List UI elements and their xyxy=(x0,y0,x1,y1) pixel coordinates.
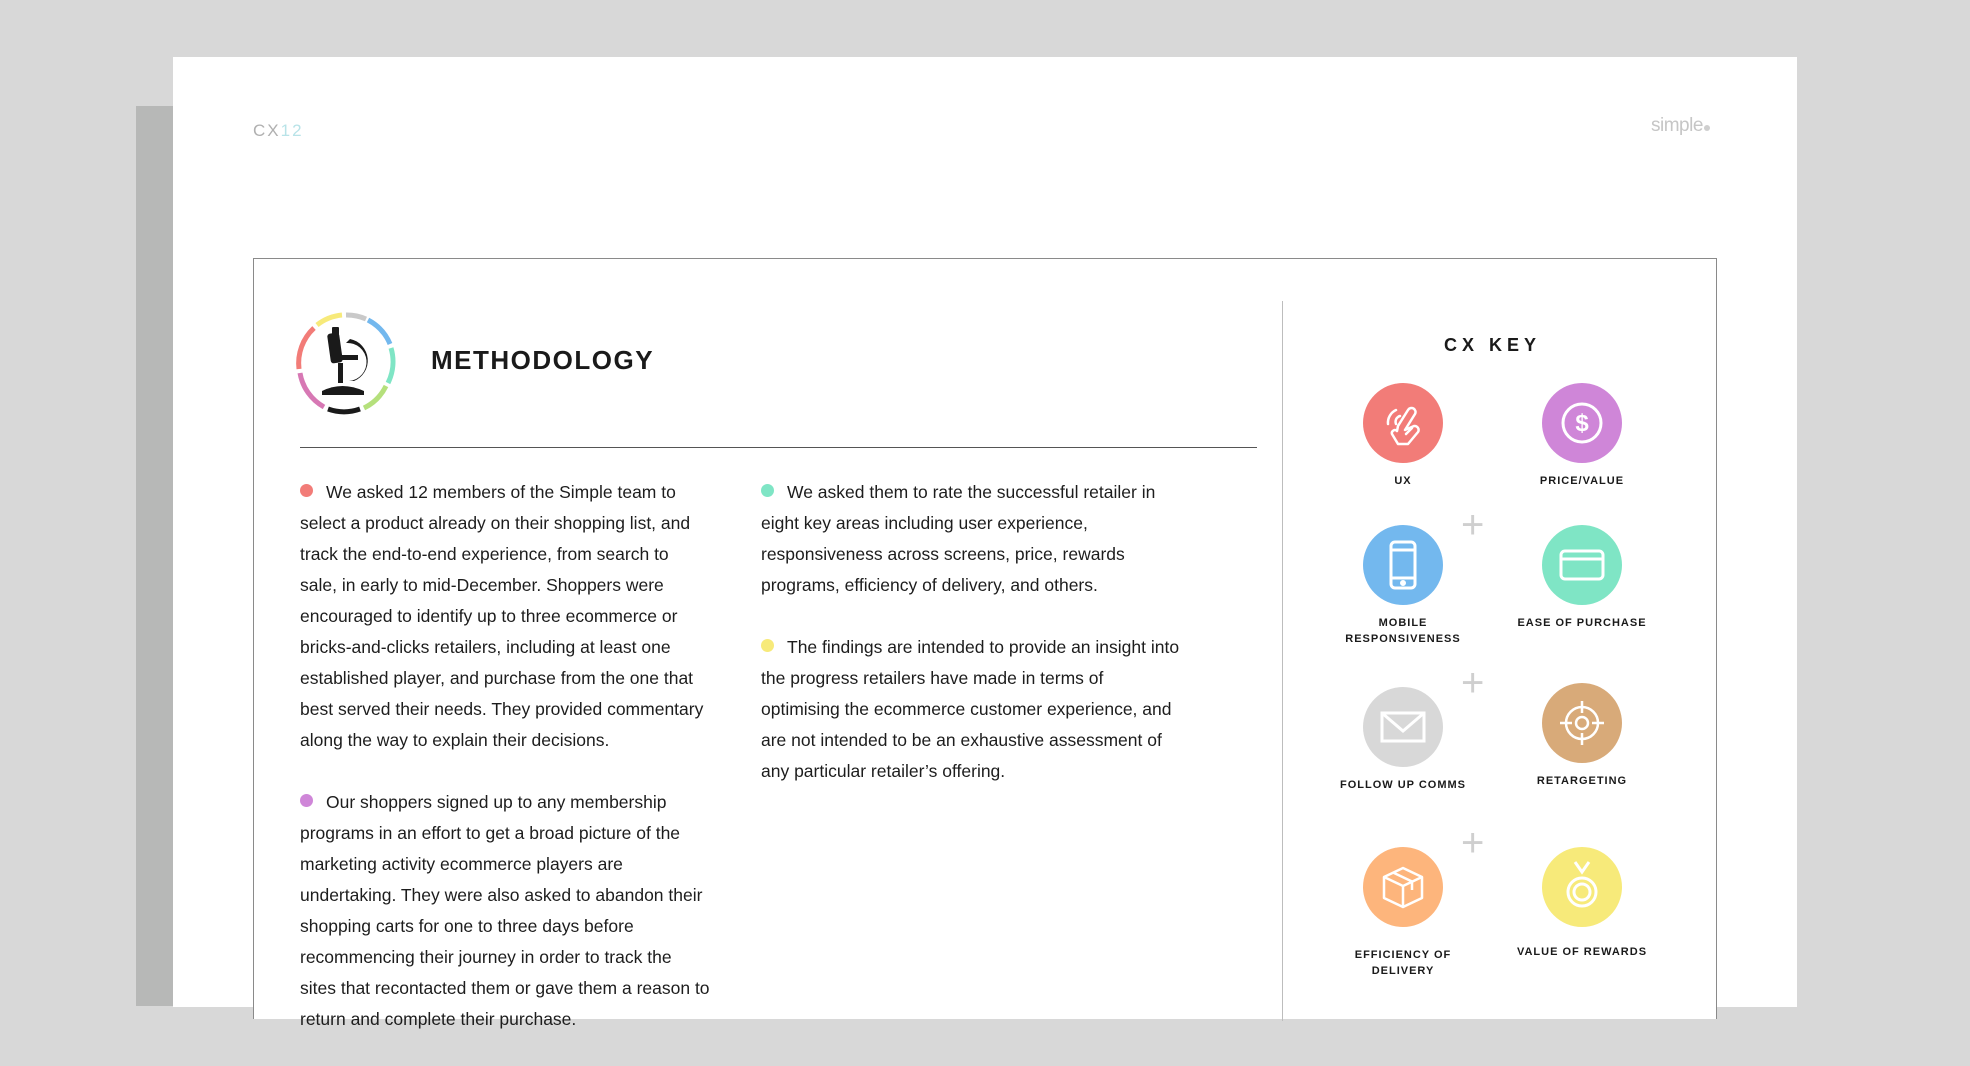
bullet-dot xyxy=(300,794,313,807)
bullet-dot xyxy=(761,639,774,652)
methodology-panel xyxy=(253,258,1717,1029)
title-divider xyxy=(300,447,1257,448)
cx-key-follow-up-comms: FOLLOW UP COMMS xyxy=(1323,687,1483,793)
cx-key-retargeting: RETARGETING xyxy=(1502,683,1662,789)
plus-divider: + xyxy=(1461,821,1485,865)
touch-icon xyxy=(1376,396,1430,450)
mail-icon xyxy=(1378,707,1428,747)
card-icon xyxy=(1557,545,1607,585)
paragraph-2: Our shoppers signed up to any membership programs in an effort to get a broad picture of the marketing activity ecommerce players are undertaking. They were also asked to abandon their shopping carts for one to three days before recommencing their journey in order to track the sites that recontacted them or gave them a reason to return and complete their purchase. xyxy=(300,792,710,1029)
cx12-brand: CX12 xyxy=(253,121,304,140)
microscope-icon xyxy=(294,311,398,415)
svg-text:$: $ xyxy=(1575,410,1589,437)
simple-logo: simple xyxy=(1651,115,1710,137)
bullet-dot xyxy=(300,484,313,497)
box-icon xyxy=(1378,862,1428,912)
paragraph-3: We asked them to rate the successful retailer in eight key areas including user experience, responsiveness across screens, price, rewards programs, efficiency of delivery, and others. xyxy=(761,482,1156,595)
plus-divider: + xyxy=(1461,503,1485,547)
cx-key-title: CX KEY xyxy=(1444,335,1542,355)
paragraph-4: The findings are intended to provide an insight into the progress retailers have made in terms of optimising the ecommerce customer experience, and are not intended to be an exhaustive assessment of any particular retailer’s offering. xyxy=(761,637,1180,781)
text-column-left xyxy=(300,477,710,1066)
paragraph-1: We asked 12 members of the Simple team to select a product already on their shopping list, and track the end-to-end experience, from search to sale, in early to mid-December. Shoppers were encouraged to identify up to three ecommerce or bricks-and-clicks retailers, including at least one established player, and purchase from the one that best served their needs. They provided commentary along the way to explain their decisions. xyxy=(300,482,704,750)
cx-key-ux: UX xyxy=(1323,383,1483,489)
cx-key-value-of-rewards: VALUE OF REWARDS xyxy=(1502,847,1662,960)
medal-icon xyxy=(1557,860,1607,914)
cx-key-ease-of-purchase: EASE OF PURCHASE xyxy=(1502,525,1662,631)
text-column-right xyxy=(761,477,1181,818)
cx-key-mobile-responsiveness: MOBILE RESPONSIVENESS xyxy=(1323,525,1483,647)
target-icon xyxy=(1555,696,1609,750)
cx-key-price-value: $ PRICE/VALUE xyxy=(1502,383,1662,489)
document-page xyxy=(173,57,1797,1029)
column-divider xyxy=(1282,301,1283,1021)
plus-divider: + xyxy=(1461,661,1485,705)
cx-key-efficiency-of-delivery: EFFICIENCY OF DELIVERY xyxy=(1323,847,1483,979)
dollar-icon xyxy=(1557,398,1607,448)
page-title: METHODOLOGY xyxy=(431,345,655,375)
bullet-dot xyxy=(761,484,774,497)
mobile-icon xyxy=(1383,538,1423,592)
